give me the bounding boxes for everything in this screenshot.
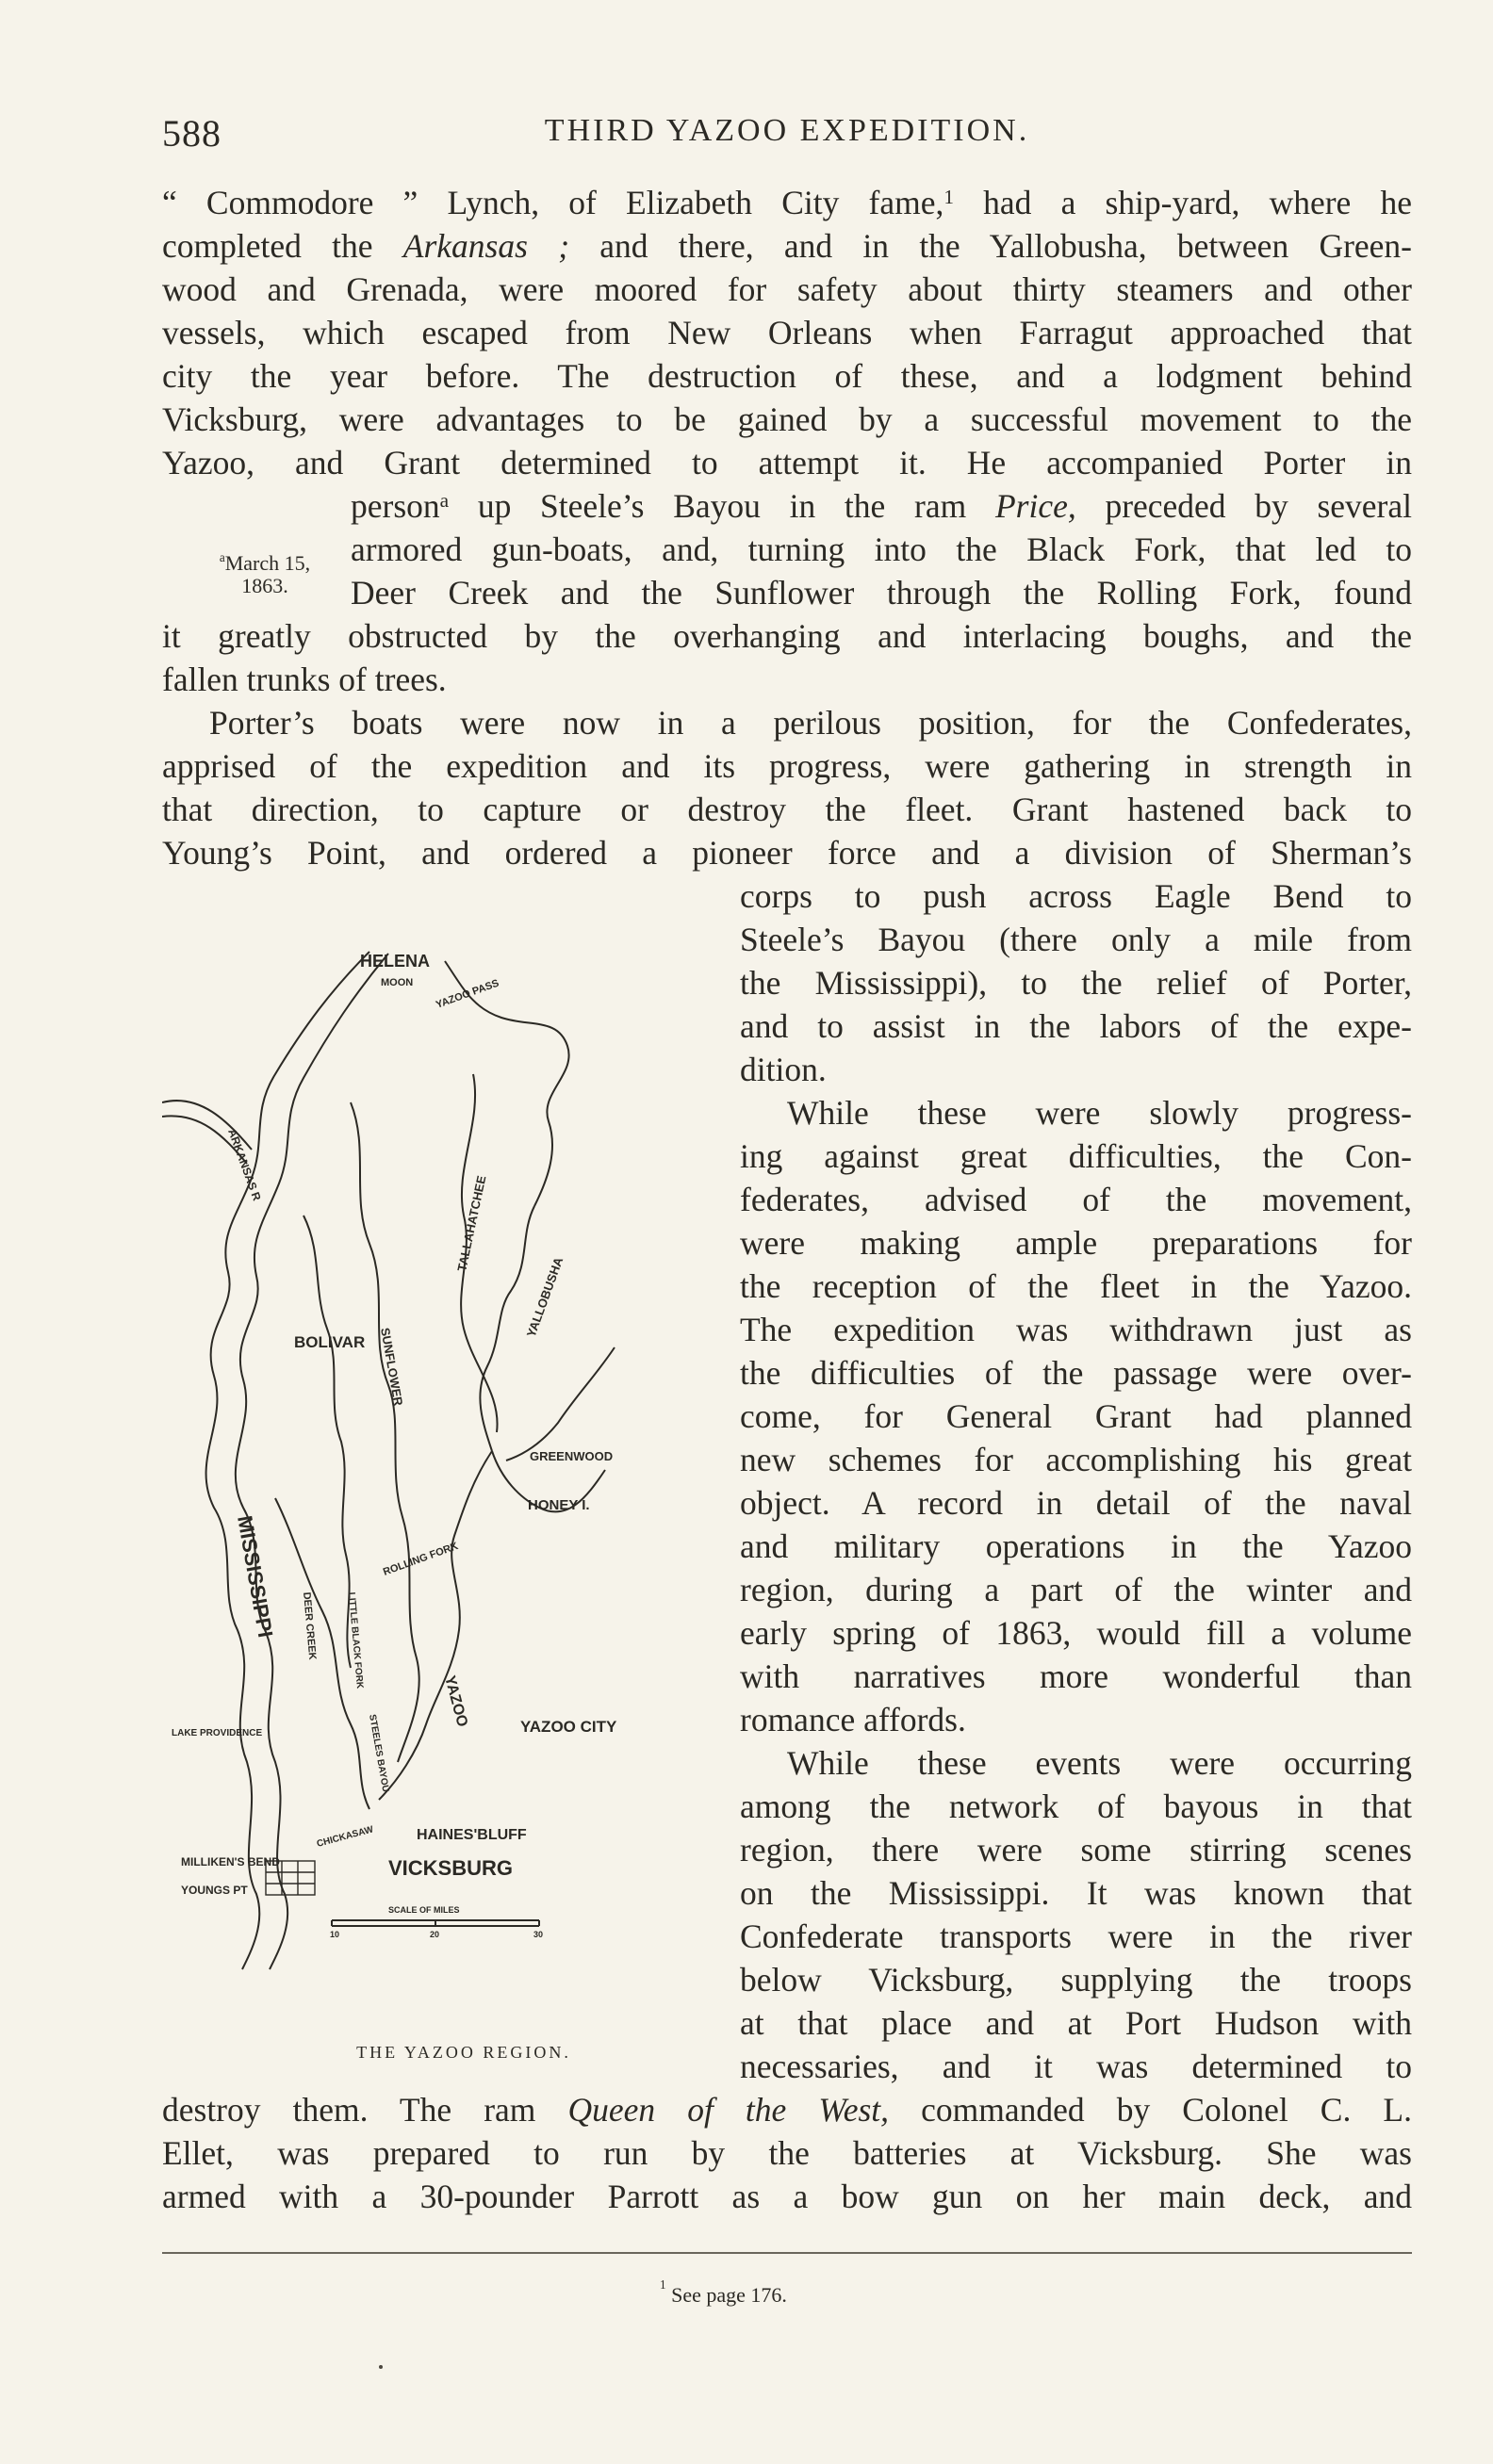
running-title: THIRD YAZOO EXPEDITION. — [544, 113, 1030, 148]
map-label-steeles-bayou: STEELES BAYOU — [367, 1713, 391, 1793]
yazoo-region-map — [162, 933, 690, 1979]
footnote: $^1$ See page 176. — [660, 2277, 787, 2307]
footnote-marker: 1 — [943, 186, 954, 208]
text-line: with narratives more wonderful than — [740, 1657, 1412, 1695]
text-line: armed with a 30-pounder Parrott as a bow gun on her main deck, and — [162, 2178, 1412, 2215]
map-label-yazoo-river: YAZOO — [441, 1673, 470, 1729]
text-line: object. A record in detail of the naval — [740, 1484, 1412, 1522]
map-scale-tick: 20 — [430, 1930, 440, 1939]
map-label-little-black-fork: LITTLE BLACK FORK — [346, 1591, 365, 1689]
text-line: city the year before. The destruction of these, and a lodgment behind — [162, 357, 1412, 395]
text-line: fallen trunks of trees. — [162, 661, 447, 698]
text-line: federates, advised of the movement, — [740, 1181, 1412, 1218]
text-line: region, there were some stirring scenes — [740, 1831, 1412, 1868]
text-line: below Vicksburg, supplying the troops — [740, 1961, 1412, 1999]
map-caption: THE YAZOO REGION. — [356, 2043, 571, 2062]
text-line: completed the Arkansas ; and there, and in the Yallobusha, between Green- — [162, 227, 1413, 265]
text-line: romance affords. — [740, 1701, 966, 1738]
text-line: wood and Grenada, were moored for safety about thirty steamers and other — [162, 270, 1412, 308]
text-line: were making ample preparations for — [740, 1224, 1412, 1262]
map-label-moon: MOON — [381, 977, 414, 988]
map-label-lake-providence: LAKE PROVIDENCE — [172, 1728, 263, 1738]
text-line: necessaries, and it was determined to — [740, 2048, 1412, 2085]
text-line: While these were slowly progress- — [787, 1094, 1412, 1132]
text-line: ing against great difficulties, the Con- — [740, 1137, 1412, 1175]
map-label-helena: HELENA — [360, 952, 431, 971]
text-line: new schemes for accomplishing his great — [740, 1441, 1412, 1478]
map-label-scale: SCALE OF MILES — [388, 1905, 460, 1915]
map-label-greenwood: GREENWOOD — [530, 1449, 614, 1463]
map-label-rolling-fork: ROLLING FORK — [381, 1540, 460, 1578]
map-label-honey-island: HONEY I. — [528, 1497, 590, 1513]
text-line: region, during a part of the winter and — [740, 1571, 1412, 1608]
map-label-mississippi: MISSISSIPPI — [233, 1513, 278, 1640]
footnote-rule — [162, 2252, 1412, 2254]
text-line: vessels, which escaped from New Orleans when Farragut approached that — [162, 314, 1412, 351]
text-line: the Mississippi), to the relief of Porter, — [740, 964, 1412, 1002]
text-line: early spring of 1863, would fill a volume — [740, 1614, 1412, 1652]
text-line: come, for General Grant had planned — [740, 1397, 1412, 1435]
text-line: the difficulties of the passage were over- — [740, 1354, 1412, 1392]
text-line: it greatly obstructed by the overhanging and interlacing boughs, and the — [162, 617, 1412, 655]
text-line: destroy them. The ram Queen of the West, commanded by Colonel C. L. — [162, 2091, 1412, 2129]
page-header — [162, 111, 1412, 158]
ink-speck — [379, 2365, 383, 2369]
text-line: the reception of the fleet in the Yazoo. — [740, 1267, 1412, 1305]
text-line: Yazoo, and Grant determined to attempt it. He accompanied Porter in — [162, 444, 1412, 481]
text-line: dition. — [740, 1051, 827, 1088]
map-label-tallahatchee: TALLAHATCHEE — [454, 1174, 489, 1273]
map-label-millikens-bend: MILLIKEN'S BEND — [181, 1855, 280, 1868]
map-scale-tick: 30 — [533, 1930, 544, 1939]
text-line: and military operations in the Yazoo — [740, 1527, 1412, 1565]
map-label-arkansas: ARKANSAS R — [225, 1127, 264, 1203]
margin-note: $^a$March 15, 1863. — [219, 550, 311, 597]
text-line: that direction, to capture or destroy the fleet. Grant hastened back to — [162, 791, 1412, 828]
text-line: on the Mississippi. It was known that — [740, 1874, 1412, 1912]
page-number: 588 — [162, 112, 221, 155]
text-line: apprised of the expedition and its progress, were gathering in strength in — [162, 747, 1412, 785]
map-label-bolivar: BOLIVAR — [294, 1333, 366, 1351]
map-label-chickasaw: CHICKASAW — [315, 1824, 375, 1850]
text-line: “ Commodore ” Lynch, of Elizabeth City fame,$^1$ had a ship-yard, where he — [162, 184, 1412, 221]
text-line: Deer Creek and the Sunflower through the Rolling Fork, found — [351, 574, 1412, 612]
map-scale-tick: 10 — [330, 1930, 340, 1939]
text-line: Confederate transports were in the river — [740, 1917, 1412, 1955]
text-line: Ellet, was prepared to run by the batteries at Vicksburg. She was — [162, 2134, 1412, 2172]
text-line: at that place and at Port Hudson with — [740, 2004, 1412, 2042]
text-line: The expedition was withdrawn just as — [740, 1311, 1412, 1348]
text-line: Young’s Point, and ordered a pioneer force and a division of Sherman’s — [162, 834, 1412, 872]
text-line: While these events were occurring — [787, 1744, 1412, 1782]
text-line: Steele’s Bayou (there only a mile from — [740, 921, 1412, 958]
map-label-yazoo-pass: YAZOO PASS — [434, 977, 501, 1011]
map-label-yallobusha: YALLOBUSHA — [523, 1255, 566, 1340]
map-label-sunflower: SUNFLOWER — [378, 1326, 406, 1408]
map-label-vicksburg: VICKSBURG — [388, 1856, 514, 1880]
text-line: person$^a$ up Steele’s Bayou in the ram Price, preceded by several — [351, 487, 1413, 525]
text-line: Porter’s boats were now in a perilous position, for the Confederates, — [209, 704, 1412, 742]
map-label-youngs-point: YOUNGS PT — [181, 1884, 248, 1897]
margin-note-marker: a — [439, 489, 450, 512]
text-line: Vicksburg, were advantages to be gained by a successful movement to the — [162, 400, 1412, 438]
map-label-haines-bluff: HAINES'BLUFF — [417, 1827, 527, 1843]
text-line: among the network of bayous in that — [740, 1787, 1412, 1825]
text-line: and to assist in the labors of the expe- — [740, 1007, 1412, 1045]
text-line: armored gun-boats, and, turning into the Black Fork, that led to — [351, 530, 1412, 568]
text-line: corps to push across Eagle Bend to — [740, 877, 1412, 915]
map-label-deer-creek: DEER CREEK — [301, 1591, 319, 1661]
map-label-yazoo-city: YAZOO CITY — [520, 1718, 617, 1736]
